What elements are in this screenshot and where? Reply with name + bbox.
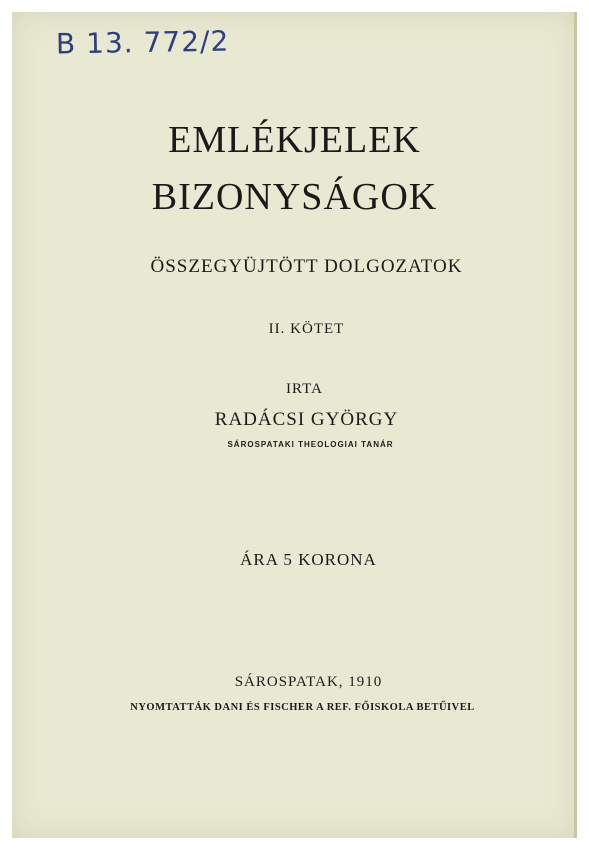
subtitle: ÖSSZEGYÜJTÖTT DOLGOZATOK [150, 256, 463, 277]
price-label: ÁRA 5 KORONA [240, 550, 377, 569]
author-name: RADÁCSI GYÖRGY [214, 409, 399, 430]
author-role: SÁROSPATAKI THEOLOGIAI TANÁR [227, 440, 394, 449]
title-line-2: BIZONYSÁGOK [151, 176, 438, 218]
written-by-label: IRTA [286, 381, 323, 397]
document-page [12, 12, 577, 838]
place-year: SÁROSPATAK, 1910 [234, 674, 383, 690]
volume-label: II. KÖTET [268, 321, 345, 337]
printer-line: NYOMTATTÁK DANI ÉS FISCHER A REF. FŐISKOLA BETŰIVEL [130, 702, 475, 713]
title-line-1: EMLÉKJELEK [168, 119, 421, 161]
handwritten-catalog-note: B 13. 772/2 [55, 24, 230, 61]
